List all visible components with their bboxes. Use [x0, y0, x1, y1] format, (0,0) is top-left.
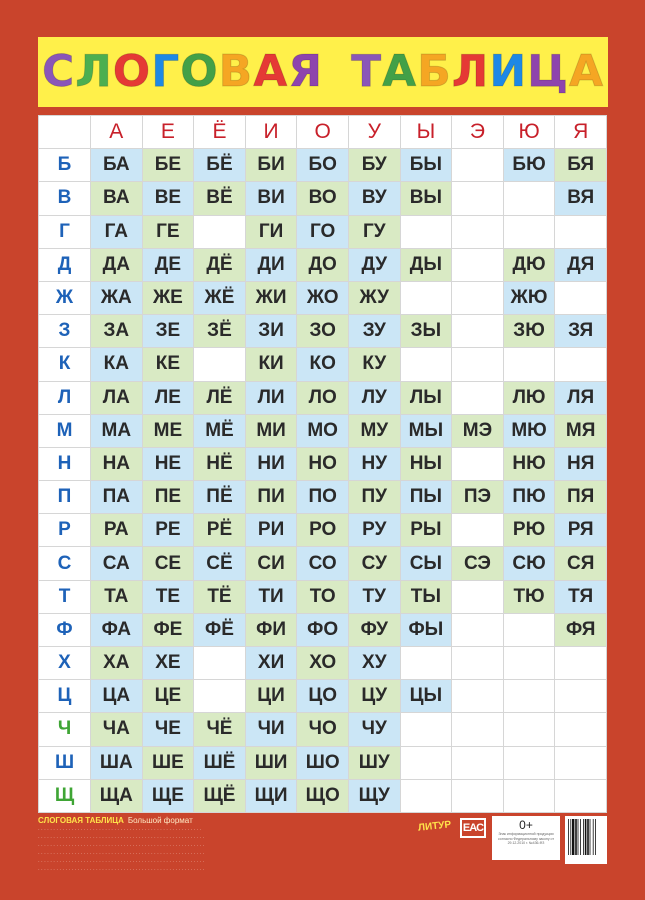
empty-cell — [400, 779, 452, 812]
syllable-cell: МЁ — [194, 414, 246, 447]
empty-cell — [452, 746, 504, 779]
syllable-cell: ГА — [91, 215, 143, 248]
eac-certification-mark: EAC — [460, 818, 486, 838]
table-row — [39, 547, 607, 580]
empty-cell — [452, 348, 504, 381]
syllable-cell: БЕ — [142, 149, 194, 182]
consonant-label: М — [39, 414, 91, 447]
footer-title — [38, 816, 193, 825]
table-row — [39, 580, 607, 613]
syllable-cell: ША — [91, 746, 143, 779]
syllable-cell: ДЁ — [194, 248, 246, 281]
syllable-cell: ЗЕ — [142, 315, 194, 348]
table-row — [39, 215, 607, 248]
syllable-cell: ЧЕ — [142, 713, 194, 746]
syllable-cell: ГИ — [245, 215, 297, 248]
syllable-cell: СЮ — [503, 547, 555, 580]
syllable-cell: СЕ — [142, 547, 194, 580]
consonant-label: Ц — [39, 680, 91, 713]
syllable-cell: СИ — [245, 547, 297, 580]
syllable-cell: БЁ — [194, 149, 246, 182]
syllable-cell: ДЯ — [555, 248, 607, 281]
table-row — [39, 613, 607, 646]
table-row — [39, 481, 607, 514]
consonant-label: С — [39, 547, 91, 580]
syllable-cell: ЩА — [91, 779, 143, 812]
consonant-label: Н — [39, 447, 91, 480]
syllable-cell: ДЮ — [503, 248, 555, 281]
title-banner — [38, 37, 608, 107]
age-rating: 0+ — [519, 818, 533, 832]
barcode — [565, 816, 607, 864]
empty-cell — [194, 348, 246, 381]
empty-cell — [503, 215, 555, 248]
consonant-label: Ж — [39, 281, 91, 314]
consonant-label: Д — [39, 248, 91, 281]
syllable-cell: ШУ — [348, 746, 400, 779]
empty-cell — [503, 348, 555, 381]
table-row — [39, 149, 607, 182]
product-title: СЛОГОВАЯ ТАБЛИЦА — [38, 816, 124, 825]
consonant-label: Л — [39, 381, 91, 414]
syllable-cell: ГЕ — [142, 215, 194, 248]
vowel-header: У — [348, 116, 400, 149]
empty-cell — [452, 215, 504, 248]
title-letter: А — [382, 46, 418, 97]
empty-cell — [452, 149, 504, 182]
syllable-cell: КЕ — [142, 348, 194, 381]
syllable-cell: ХЕ — [142, 647, 194, 680]
syllable-cell: ЛЮ — [503, 381, 555, 414]
syllable-cell: ФЫ — [400, 613, 452, 646]
table-row — [39, 713, 607, 746]
syllable-cell: ЛЯ — [555, 381, 607, 414]
consonant-label: Г — [39, 215, 91, 248]
consonant-label: Р — [39, 514, 91, 547]
syllable-cell: МЯ — [555, 414, 607, 447]
syllable-cell: ДА — [91, 248, 143, 281]
syllable-cell: МЭ — [452, 414, 504, 447]
syllable-cell: СУ — [348, 547, 400, 580]
empty-cell — [503, 746, 555, 779]
syllable-cell: ЛУ — [348, 381, 400, 414]
syllable-table — [38, 115, 607, 813]
empty-cell — [194, 680, 246, 713]
syllable-cell: ЦЕ — [142, 680, 194, 713]
syllable-cell: КИ — [245, 348, 297, 381]
syllable-cell: СЭ — [452, 547, 504, 580]
table-row — [39, 647, 607, 680]
syllable-cell: НО — [297, 447, 349, 480]
empty-cell — [555, 281, 607, 314]
syllable-cell: ШО — [297, 746, 349, 779]
consonant-label: Ф — [39, 613, 91, 646]
empty-cell — [400, 746, 452, 779]
imprint-text-line: · · · · · · · · · · · · · · · · · · · · · · · · · · · · · · · · · · · · · · · · · · · · · · · · · · · · · · — [38, 827, 202, 833]
syllable-cell: ЗЁ — [194, 315, 246, 348]
syllable-cell: ТА — [91, 580, 143, 613]
syllable-cell: ЦО — [297, 680, 349, 713]
vowel-header: О — [297, 116, 349, 149]
syllable-cell: ВО — [297, 182, 349, 215]
title-letter: О — [112, 46, 152, 97]
syllable-cell: ВЯ — [555, 182, 607, 215]
title-letter: С — [41, 46, 76, 97]
syllable-cell: НУ — [348, 447, 400, 480]
syllable-cell: ВИ — [245, 182, 297, 215]
title-letter: В — [218, 46, 254, 97]
empty-cell — [452, 248, 504, 281]
empty-cell — [452, 315, 504, 348]
syllable-cell: ХА — [91, 647, 143, 680]
empty-cell — [452, 713, 504, 746]
syllable-cell: НИ — [245, 447, 297, 480]
vowel-header: Ё — [194, 116, 246, 149]
consonant-label: Т — [39, 580, 91, 613]
syllable-cell: ХИ — [245, 647, 297, 680]
consonant-label: Б — [39, 149, 91, 182]
title-letter: Б — [417, 46, 452, 97]
table-row — [39, 348, 607, 381]
empty-cell — [503, 779, 555, 812]
syllable-cell: ТЫ — [400, 580, 452, 613]
title-letter: А — [253, 46, 289, 97]
table-row — [39, 182, 607, 215]
empty-cell — [452, 514, 504, 547]
syllable-cell: ШИ — [245, 746, 297, 779]
table-row — [39, 381, 607, 414]
syllable-cell: ДИ — [245, 248, 297, 281]
empty-cell — [452, 779, 504, 812]
syllable-cell: ЛИ — [245, 381, 297, 414]
syllable-cell: ТО — [297, 580, 349, 613]
syllable-cell: ЖИ — [245, 281, 297, 314]
vowel-header: Ю — [503, 116, 555, 149]
syllable-cell: НЁ — [194, 447, 246, 480]
syllable-cell: КО — [297, 348, 349, 381]
syllable-cell: ПЕ — [142, 481, 194, 514]
empty-cell — [452, 182, 504, 215]
syllable-cell: ТЮ — [503, 580, 555, 613]
syllable-cell: ШЁ — [194, 746, 246, 779]
vowel-header: Я — [555, 116, 607, 149]
syllable-cell: ЧЁ — [194, 713, 246, 746]
syllable-cell: ВЕ — [142, 182, 194, 215]
table-row — [39, 514, 607, 547]
table-row — [39, 680, 607, 713]
syllable-cell: ЩО — [297, 779, 349, 812]
table-row — [39, 315, 607, 348]
empty-cell — [503, 613, 555, 646]
syllable-cell: ЩЁ — [194, 779, 246, 812]
syllable-cell: ЦУ — [348, 680, 400, 713]
empty-cell — [555, 647, 607, 680]
syllable-cell: ВУ — [348, 182, 400, 215]
title-letter: А — [568, 46, 605, 97]
syllable-cell: ПО — [297, 481, 349, 514]
syllable-cell: ГУ — [348, 215, 400, 248]
empty-cell — [555, 746, 607, 779]
consonant-label: К — [39, 348, 91, 381]
consonant-label: Щ — [39, 779, 91, 812]
syllable-cell: ЦЫ — [400, 680, 452, 713]
syllable-cell: ВЫ — [400, 182, 452, 215]
vowel-header: А — [91, 116, 143, 149]
syllable-cell: ЗЫ — [400, 315, 452, 348]
empty-cell — [452, 281, 504, 314]
table-row — [39, 414, 607, 447]
title-letter: Л — [75, 46, 113, 97]
syllable-cell: БЫ — [400, 149, 452, 182]
empty-cell — [555, 348, 607, 381]
syllable-cell: ФЁ — [194, 613, 246, 646]
table-row — [39, 281, 607, 314]
empty-cell — [452, 613, 504, 646]
syllable-cell: ЦА — [91, 680, 143, 713]
title-word — [351, 46, 605, 97]
syllable-cell: ЗА — [91, 315, 143, 348]
vowel-header-row — [39, 116, 607, 149]
consonant-label: Ч — [39, 713, 91, 746]
table-row — [39, 248, 607, 281]
title-letter: Т — [351, 46, 383, 97]
syllable-cell: ЗУ — [348, 315, 400, 348]
title-word — [41, 46, 324, 97]
syllable-cell: РИ — [245, 514, 297, 547]
syllable-cell: НЮ — [503, 447, 555, 480]
syllable-cell: ДУ — [348, 248, 400, 281]
age-rating-note: Знак информационной продукции согласно Федеральному закону от 29.12.2010 г. №436-ФЗ — [497, 832, 555, 846]
empty-cell — [452, 447, 504, 480]
empty-cell — [555, 713, 607, 746]
empty-cell — [452, 580, 504, 613]
syllable-cell: ЛЫ — [400, 381, 452, 414]
syllable-cell: ХУ — [348, 647, 400, 680]
syllable-cell: РА — [91, 514, 143, 547]
syllable-cell: ЗО — [297, 315, 349, 348]
syllable-cell: ПЭ — [452, 481, 504, 514]
footer — [38, 816, 607, 894]
syllable-cell: ЧО — [297, 713, 349, 746]
table-row — [39, 779, 607, 812]
syllable-cell: БА — [91, 149, 143, 182]
syllable-cell: СЯ — [555, 547, 607, 580]
empty-cell — [555, 215, 607, 248]
syllable-cell: ЖА — [91, 281, 143, 314]
syllable-cell: МИ — [245, 414, 297, 447]
syllable-cell: СА — [91, 547, 143, 580]
imprint-text-line: · · · · · · · · · · · · · · · · · · · · · · · · · · · · · · · · · · · · · · · · · · · · · · · · · · · · · · · — [38, 867, 205, 873]
syllable-cell: МА — [91, 414, 143, 447]
syllable-cell: ФЯ — [555, 613, 607, 646]
title-letter: Л — [451, 46, 490, 97]
consonant-label: З — [39, 315, 91, 348]
empty-cell — [452, 647, 504, 680]
syllable-cell: БУ — [348, 149, 400, 182]
syllable-cell: ФИ — [245, 613, 297, 646]
consonant-label: П — [39, 481, 91, 514]
syllable-cell: ФЕ — [142, 613, 194, 646]
syllable-cell: ДО — [297, 248, 349, 281]
syllable-cell: РЯ — [555, 514, 607, 547]
empty-cell — [400, 281, 452, 314]
empty-cell — [452, 381, 504, 414]
syllable-cell: РЕ — [142, 514, 194, 547]
syllable-cell: ЖО — [297, 281, 349, 314]
syllable-cell: СЁ — [194, 547, 246, 580]
syllable-cell: МЕ — [142, 414, 194, 447]
table-row — [39, 746, 607, 779]
syllable-cell: ЗИ — [245, 315, 297, 348]
empty-cell — [400, 348, 452, 381]
syllable-cell: ЖЁ — [194, 281, 246, 314]
syllable-cell: ЧА — [91, 713, 143, 746]
syllable-cell: ШЕ — [142, 746, 194, 779]
consonant-label: В — [39, 182, 91, 215]
title-letter: Я — [288, 46, 324, 97]
empty-cell — [194, 215, 246, 248]
syllable-cell: ПЫ — [400, 481, 452, 514]
imprint-text-line: · · · · · · · · · · · · · · · · · · · · · · · · · · · · · · · · · · · · · · · · · · · · · · · · · · · · · · · — [38, 843, 205, 849]
syllable-cell: ЛЁ — [194, 381, 246, 414]
syllable-cell: ЦИ — [245, 680, 297, 713]
syllable-cell: ГО — [297, 215, 349, 248]
syllable-cell: ЧИ — [245, 713, 297, 746]
empty-cell — [400, 713, 452, 746]
syllable-cell: ЗЮ — [503, 315, 555, 348]
syllable-cell: МУ — [348, 414, 400, 447]
syllable-cell: ДЕ — [142, 248, 194, 281]
syllable-cell: НЫ — [400, 447, 452, 480]
empty-cell — [503, 647, 555, 680]
syllable-cell: ПЯ — [555, 481, 607, 514]
empty-cell — [400, 215, 452, 248]
syllable-cell: ХО — [297, 647, 349, 680]
syllable-cell: ЗЯ — [555, 315, 607, 348]
syllable-cell: ЩУ — [348, 779, 400, 812]
syllable-cell: ПУ — [348, 481, 400, 514]
syllable-cell: ЛЕ — [142, 381, 194, 414]
corner-cell — [39, 116, 91, 149]
syllable-cell: НЯ — [555, 447, 607, 480]
vowel-header: И — [245, 116, 297, 149]
syllable-cell: СЫ — [400, 547, 452, 580]
empty-cell — [555, 779, 607, 812]
syllable-cell: СО — [297, 547, 349, 580]
imprint-text-line: · · · · · · · · · · · · · · · · · · · · · · · · · · · · · · · · · · · · · · · · · · · · · · · · · · · · · · · — [38, 859, 205, 865]
syllable-cell: ВЁ — [194, 182, 246, 215]
empty-cell — [503, 182, 555, 215]
product-subtitle: Большой формат — [127, 816, 193, 825]
syllable-cell: ЖЕ — [142, 281, 194, 314]
syllable-cell: НЕ — [142, 447, 194, 480]
syllable-cell: ФО — [297, 613, 349, 646]
syllable-cell: КУ — [348, 348, 400, 381]
syllable-cell: ТИ — [245, 580, 297, 613]
syllable-cell: ЖУ — [348, 281, 400, 314]
syllable-cell: ФУ — [348, 613, 400, 646]
empty-cell — [555, 680, 607, 713]
empty-cell — [503, 713, 555, 746]
syllable-cell: ТУ — [348, 580, 400, 613]
syllable-cell: ТЯ — [555, 580, 607, 613]
imprint-text-line: · · · · · · · · · · · · · · · · · · · · · · · · · · · · · · · · · · · · · · · · · · · · · · · · · · · · · · · — [38, 835, 205, 841]
publisher-logo: ЛИТУР — [417, 819, 452, 834]
empty-cell — [503, 680, 555, 713]
syllable-cell: КА — [91, 348, 143, 381]
syllable-cell: ДЫ — [400, 248, 452, 281]
syllable-cell: ВА — [91, 182, 143, 215]
syllable-cell: БЮ — [503, 149, 555, 182]
syllable-cell: ПА — [91, 481, 143, 514]
syllable-cell: ТЁ — [194, 580, 246, 613]
title-letter: И — [489, 46, 528, 97]
empty-cell — [452, 680, 504, 713]
vowel-header: Е — [142, 116, 194, 149]
syllable-cell: РУ — [348, 514, 400, 547]
syllable-cell: БО — [297, 149, 349, 182]
title-letter: Г — [151, 46, 181, 97]
syllable-cell: РЁ — [194, 514, 246, 547]
syllable-cell: ПЮ — [503, 481, 555, 514]
empty-cell — [194, 647, 246, 680]
syllable-cell: ЛА — [91, 381, 143, 414]
syllable-cell: РЫ — [400, 514, 452, 547]
consonant-label: Х — [39, 647, 91, 680]
syllable-cell: МЫ — [400, 414, 452, 447]
syllable-cell: РЮ — [503, 514, 555, 547]
syllable-cell: БЯ — [555, 149, 607, 182]
syllable-cell: ФА — [91, 613, 143, 646]
table-row — [39, 447, 607, 480]
syllable-cell: БИ — [245, 149, 297, 182]
empty-cell — [400, 647, 452, 680]
vowel-header: Ы — [400, 116, 452, 149]
syllable-cell: ПЁ — [194, 481, 246, 514]
syllable-cell: ЛО — [297, 381, 349, 414]
syllable-cell: ТЕ — [142, 580, 194, 613]
imprint-text-line: · · · · · · · · · · · · · · · · · · · · · · · · · · · · · · · · · · · · · · · · · · · · · · · · · · · · · · · — [38, 851, 205, 857]
syllable-cell: ЖЮ — [503, 281, 555, 314]
title-letter: О — [180, 46, 219, 97]
syllable-cell: МО — [297, 414, 349, 447]
syllable-cell: ЩИ — [245, 779, 297, 812]
syllable-cell: НА — [91, 447, 143, 480]
syllable-cell: ЧУ — [348, 713, 400, 746]
syllable-cell: МЮ — [503, 414, 555, 447]
vowel-header: Э — [452, 116, 504, 149]
syllable-cell: ЩЕ — [142, 779, 194, 812]
syllable-cell: ПИ — [245, 481, 297, 514]
title-letter: Ц — [527, 46, 569, 97]
consonant-label: Ш — [39, 746, 91, 779]
syllable-cell: РО — [297, 514, 349, 547]
age-rating-box — [492, 816, 560, 860]
barcode-icon — [567, 819, 605, 857]
